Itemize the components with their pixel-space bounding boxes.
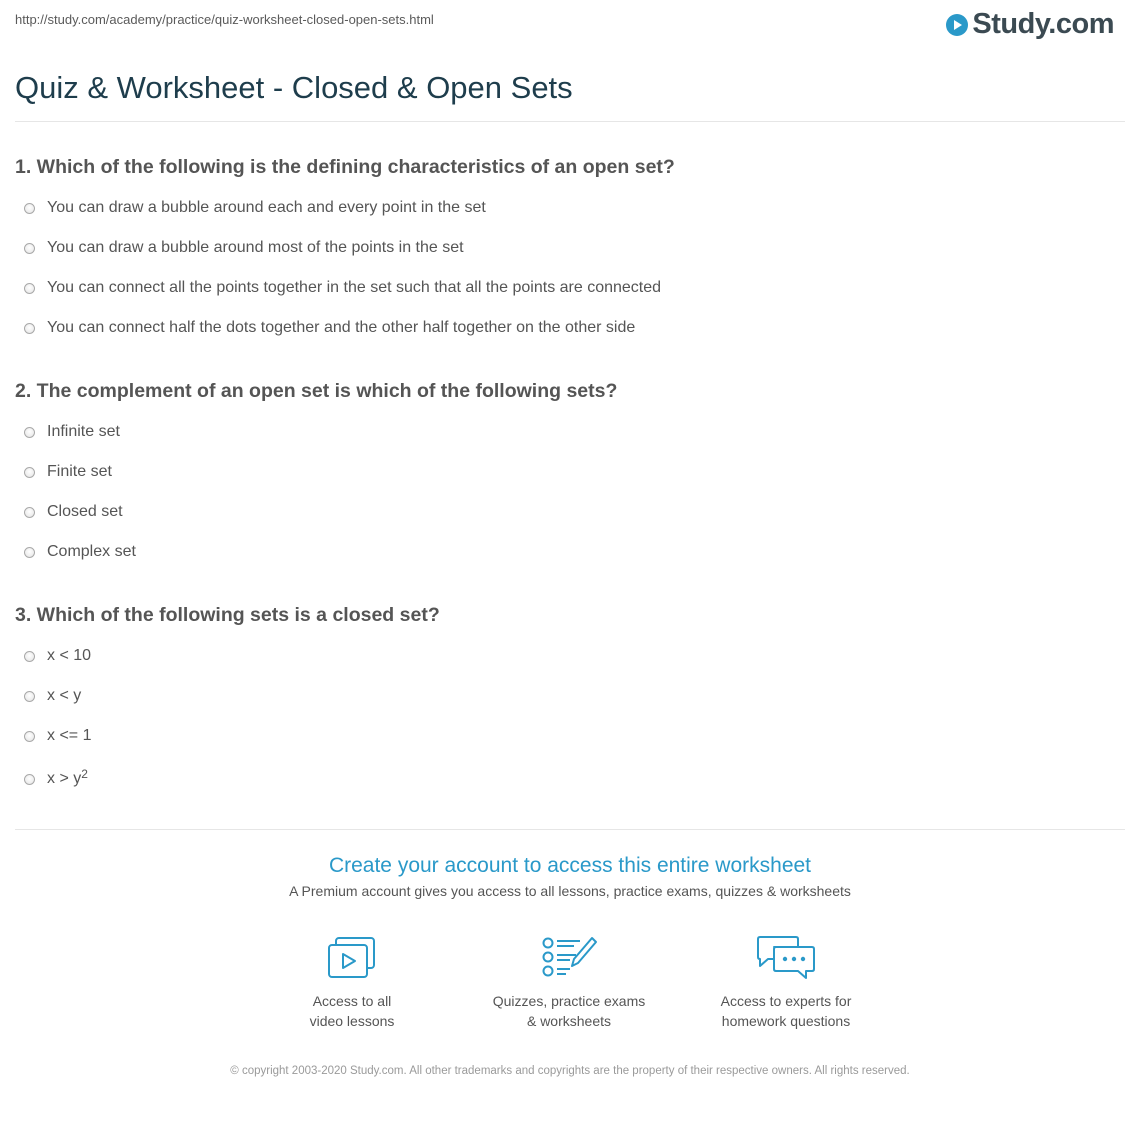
question-1-option-2[interactable] [24, 239, 464, 257]
option-label: You can draw a bubble around each and every point in the set [47, 199, 486, 216]
logo-text: Study.com [972, 8, 1114, 40]
option-label: x < y [47, 687, 82, 704]
radio-button[interactable] [24, 467, 35, 478]
radio-button[interactable] [24, 323, 35, 334]
option-label: Closed set [47, 503, 123, 520]
radio-button[interactable] [24, 691, 35, 702]
question-1-option-4[interactable] [24, 319, 635, 337]
option-label: x <= 1 [47, 727, 92, 744]
question-3-option-3[interactable] [24, 727, 91, 745]
feature-line: homework questions [721, 1013, 851, 1029]
option-label: Complex set [47, 543, 136, 560]
question-3-option-1[interactable] [24, 647, 91, 665]
question-1-option-1[interactable] [24, 199, 486, 217]
option-base-text: x > y [47, 770, 82, 787]
question-2: 2. The complement of an open set is which of the following sets? [15, 380, 618, 402]
feature-line: Access to all [312, 993, 392, 1009]
premium-description: A Premium account gives you access to all lessons, practice exams, quizzes & worksheets [289, 883, 851, 899]
title-divider [15, 121, 1125, 122]
feature-line: video lessons [309, 1013, 395, 1029]
question-1: 1. Which of the following is the defining characteristics of an open set? [15, 156, 675, 178]
radio-button[interactable] [24, 243, 35, 254]
radio-button[interactable] [24, 203, 35, 214]
option-label: You can connect half the dots together and the other half together on the other side [47, 319, 636, 336]
feature-line: Quizzes, practice exams [492, 993, 646, 1009]
question-2-option-1[interactable] [24, 423, 120, 441]
radio-button[interactable] [24, 547, 35, 558]
radio-button[interactable] [24, 427, 35, 438]
radio-button[interactable] [24, 731, 35, 742]
section-divider [15, 829, 1125, 830]
copyright-notice: © copyright 2003-2020 Study.com. All other trademarks and copyrights are the property of their respective owners. All rights reserved. [230, 1065, 910, 1077]
option-label: x < 10 [47, 647, 92, 664]
feature-label [696, 991, 876, 1031]
page-title: Quiz & Worksheet - Closed & Open Sets [15, 70, 573, 105]
option-label: Finite set [47, 463, 112, 480]
feature-line: Access to experts for [720, 993, 852, 1009]
radio-button[interactable] [24, 774, 35, 785]
question-2-option-3[interactable] [24, 503, 123, 521]
quiz-checklist-icon [540, 935, 598, 981]
study-logo[interactable] [946, 8, 1114, 41]
feature-video-lessons [262, 935, 442, 1031]
option-label: You can connect all the points together in the set such that all the points are connected [47, 279, 662, 296]
create-account-link[interactable]: Create your account to access this entire worksheet [328, 854, 812, 877]
feature-experts [696, 935, 876, 1031]
feature-label [262, 991, 442, 1031]
feature-line: & worksheets [526, 1013, 612, 1029]
option-superscript: 2 [81, 767, 88, 781]
question-3: 3. Which of the following sets is a closed set? [15, 604, 440, 626]
play-logo-icon [946, 14, 968, 36]
question-3-option-4[interactable] [24, 767, 88, 788]
feature-quizzes [479, 935, 659, 1031]
question-1-option-3[interactable] [24, 279, 661, 297]
question-2-option-2[interactable] [24, 463, 112, 481]
option-label: Infinite set [47, 423, 120, 440]
chat-bubbles-icon [754, 935, 818, 981]
option-label: You can draw a bubble around most of the points in the set [47, 239, 464, 256]
question-3-option-2[interactable] [24, 687, 81, 705]
radio-button[interactable] [24, 507, 35, 518]
option-label [47, 767, 88, 788]
question-2-option-4[interactable] [24, 543, 136, 561]
radio-button[interactable] [24, 651, 35, 662]
page-url: http://study.com/academy/practice/quiz-worksheet-closed-open-sets.html [15, 12, 434, 27]
feature-label [479, 991, 659, 1031]
radio-button[interactable] [24, 283, 35, 294]
video-lesson-icon [325, 935, 379, 981]
